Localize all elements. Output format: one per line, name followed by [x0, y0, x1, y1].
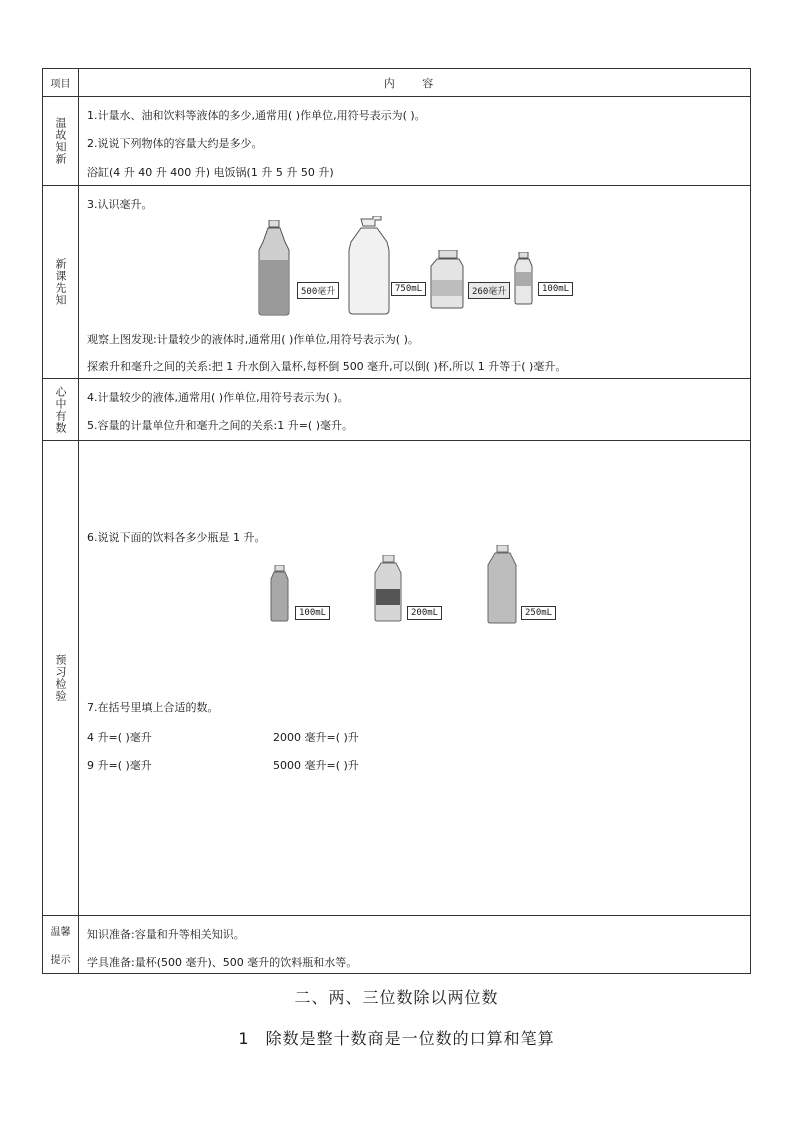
drink-label-1: 100mL [295, 606, 330, 620]
bottle-label-4: 100mL [538, 282, 573, 296]
section-check-label: 预习检验 [54, 654, 67, 702]
drink-label-2: 200mL [407, 606, 442, 620]
question-7: 7.在括号里填上合适的数。 [87, 701, 219, 714]
chapter-title: 二、两、三位数除以两位数 [294, 988, 499, 1007]
drink-bottle-100-icon [269, 565, 291, 623]
fill-2-right: 5000 毫升=( )升 [273, 759, 359, 772]
question-1: 1.计量水、油和饮料等液体的多少,通常用( )作单位,用符号表示为( )。 [87, 109, 426, 122]
drink-bottle-250-icon [486, 545, 520, 625]
question-5: 5.容量的计量单位升和毫升之间的关系:1 升=( )毫升。 [87, 419, 353, 432]
section-tips [43, 916, 750, 973]
header-row [43, 69, 750, 97]
question-2: 2.说说下列物体的容量大约是多少。 [87, 137, 263, 150]
small-bottle-icon [513, 252, 535, 306]
bottle-label-2: 750mL [391, 282, 426, 296]
question-4: 4.计量较少的液体,通常用( )作单位,用符号表示为( )。 [87, 391, 349, 404]
question-2-options: 浴缸(4 升 40 升 400 升) 电饭锅(1 升 5 升 50 升) [87, 166, 334, 179]
section-tips-label-1: 温馨 [50, 926, 71, 938]
bottle-label-1: 500毫升 [297, 282, 339, 299]
header-item-label: 项目 [50, 79, 71, 90]
fill-1-left: 4 升=( )毫升 [87, 731, 152, 744]
lesson-number: 1 [238, 1029, 250, 1048]
jar-icon [429, 250, 469, 310]
section-review-label: 温故知新 [54, 117, 67, 165]
fill-2-left: 9 升=( )毫升 [87, 759, 152, 772]
header-col-item [43, 69, 79, 96]
lesson-title [0, 1026, 793, 1049]
drink-bottle-200-icon [373, 555, 405, 623]
section-new-label: 新课先知 [54, 258, 67, 306]
fill-1-right: 2000 毫升=( )升 [273, 731, 359, 744]
section-review [43, 97, 750, 186]
section-mind [43, 379, 750, 441]
section-check [43, 441, 750, 916]
explore-text: 探索升和毫升之间的关系:把 1 升水倒入量杯,每杯倒 500 毫升,可以倒( )杯,所以 1 升等于( )毫升。 [87, 360, 567, 373]
observation-text: 观察上图发现:计量较少的液体时,通常用( )作单位,用符号表示为( )。 [87, 333, 419, 346]
section-mind-label: 心中有数 [54, 385, 67, 434]
tips-tools: 学具准备:量杯(500 毫升)、500 毫升的饮料瓶和水等。 [87, 956, 358, 969]
question-3: 3.认识毫升。 [87, 198, 153, 211]
section-tips-label-2: 提示 [50, 955, 71, 967]
question-6: 6.说说下面的饮料各多少瓶是 1 升。 [87, 531, 266, 544]
bottle-label-3: 260毫升 [468, 282, 510, 299]
section-new [43, 186, 750, 379]
drink-label-3: 250mL [521, 606, 556, 620]
worksheet-table [42, 68, 751, 974]
header-content-label: 内 容 [383, 76, 446, 90]
tips-knowledge: 知识准备:容量和升等相关知识。 [87, 928, 245, 941]
lotion-bottle-icon [347, 216, 397, 316]
lesson-title-text: 除数是整十数商是一位数的口算和笔算 [265, 1029, 555, 1048]
